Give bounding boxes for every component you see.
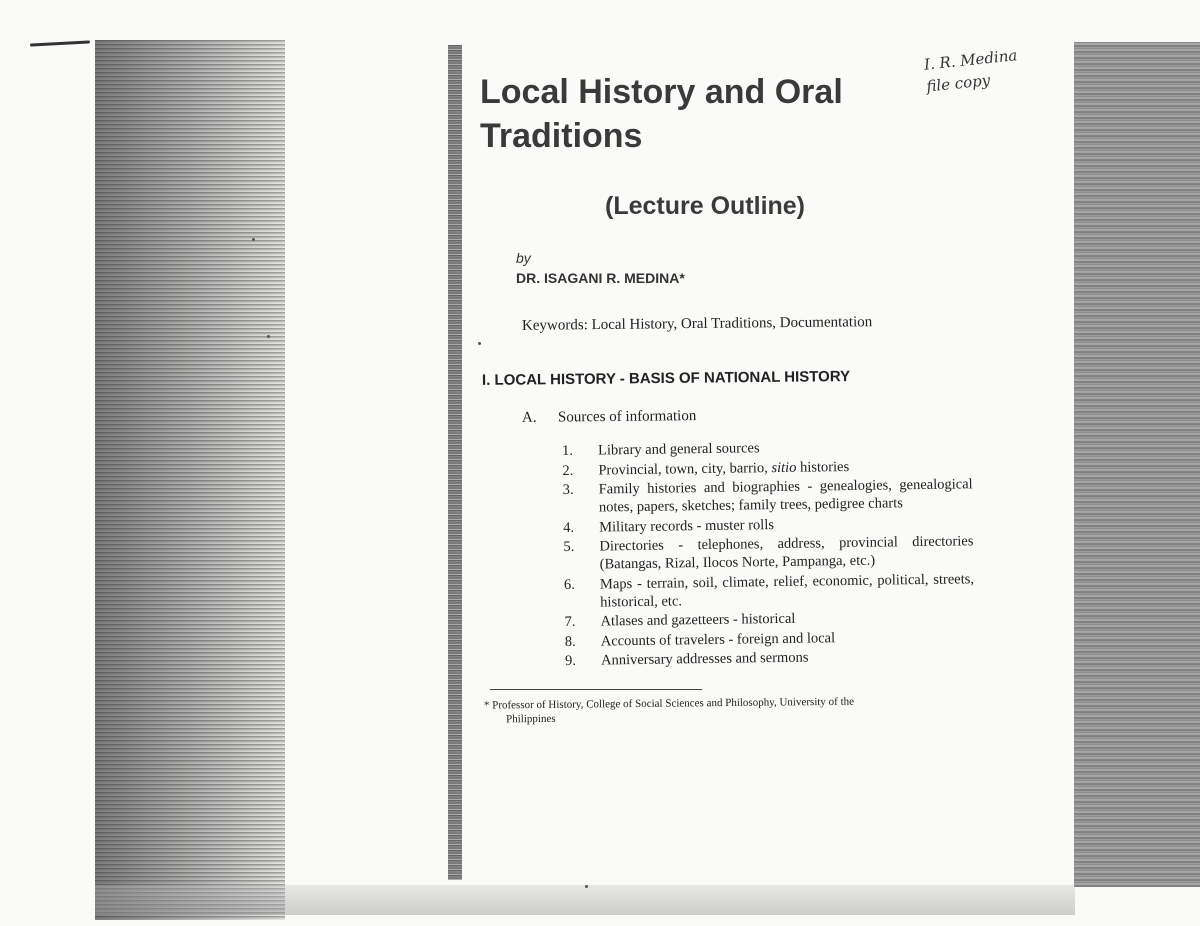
footnote-divider bbox=[490, 689, 702, 690]
list-item-number: 8. bbox=[564, 633, 576, 650]
scan-shadow-bottom bbox=[95, 885, 1075, 915]
list-item-text: Provincial, town, city, barrio, bbox=[598, 459, 772, 478]
list-item bbox=[564, 570, 974, 612]
footnote bbox=[484, 693, 974, 726]
list-item-number: 9. bbox=[564, 652, 577, 669]
handwritten-note bbox=[923, 42, 1037, 97]
keywords-line: Keywords: Local History, Oral Traditions, Documentation bbox=[521, 314, 873, 334]
list-item-text: Accounts of travelers - foreign and local bbox=[600, 629, 836, 649]
scan-shadow-right bbox=[1074, 42, 1200, 887]
list-item-number: 3. bbox=[562, 481, 574, 498]
list-item bbox=[563, 532, 973, 574]
list-item-number: 6. bbox=[563, 576, 575, 593]
scan-shadow-left bbox=[95, 40, 285, 920]
list-item-text-italic: sitio bbox=[771, 459, 797, 476]
handwritten-line-1: I. R. Medina bbox=[923, 46, 1019, 74]
subsection-letter: A. bbox=[521, 409, 537, 426]
list-item-number: 5. bbox=[563, 538, 575, 555]
list-item bbox=[563, 475, 973, 517]
document-subtitle: (Lecture Outline) bbox=[605, 192, 806, 220]
title-line-2: Traditions bbox=[480, 117, 643, 155]
list-item bbox=[565, 646, 975, 670]
title-line-1: Local History and Oral bbox=[480, 73, 843, 111]
binding-edge bbox=[448, 45, 462, 880]
list-item-text: Anniversary addresses and sermons bbox=[600, 649, 809, 669]
scan-speck bbox=[252, 238, 255, 241]
list-item-text: Family histories and biographies - genealogies, genealogical notes, papers, sketches; family trees, pedigree charts bbox=[598, 476, 973, 516]
footnote-line-2: Philippines bbox=[506, 712, 556, 726]
list-item-number: 2. bbox=[562, 462, 574, 479]
footnote-line-1: * Professor of History, College of Social Sciences and Philosophy, University of the bbox=[483, 695, 855, 712]
subsection-heading bbox=[522, 408, 696, 427]
sources-list bbox=[562, 436, 975, 671]
list-item-number: 1. bbox=[562, 442, 574, 459]
byline: by bbox=[516, 250, 531, 266]
document-page bbox=[470, 40, 1070, 880]
list-item-text: Military records - muster rolls bbox=[599, 516, 775, 535]
document-title bbox=[480, 70, 843, 158]
subsection-label: Sources of information bbox=[557, 408, 697, 426]
list-item-number: 4. bbox=[563, 519, 575, 536]
list-item-text: Library and general sources bbox=[598, 440, 760, 459]
section-heading: I. LOCAL HISTORY - BASIS OF NATIONAL HISTORY bbox=[481, 368, 851, 389]
list-item-text: Directories - telephones, address, provincial directories (Batangas, Rizal, Ilocos Norte, Pampanga, etc.) bbox=[599, 533, 974, 573]
list-item-number: 7. bbox=[564, 613, 576, 630]
list-item-text: Atlases and gazetteers - historical bbox=[600, 610, 796, 630]
list-item-text: Maps - terrain, soil, climate, relief, economic, political, streets, historical, etc. bbox=[599, 570, 975, 610]
author-name: DR. ISAGANI R. MEDINA* bbox=[516, 270, 685, 286]
list-item-text: histories bbox=[796, 458, 850, 476]
scan-speck bbox=[585, 885, 588, 888]
handwritten-line-2: file copy bbox=[925, 71, 992, 96]
scan-mark bbox=[30, 40, 90, 46]
scan-speck bbox=[267, 335, 270, 338]
